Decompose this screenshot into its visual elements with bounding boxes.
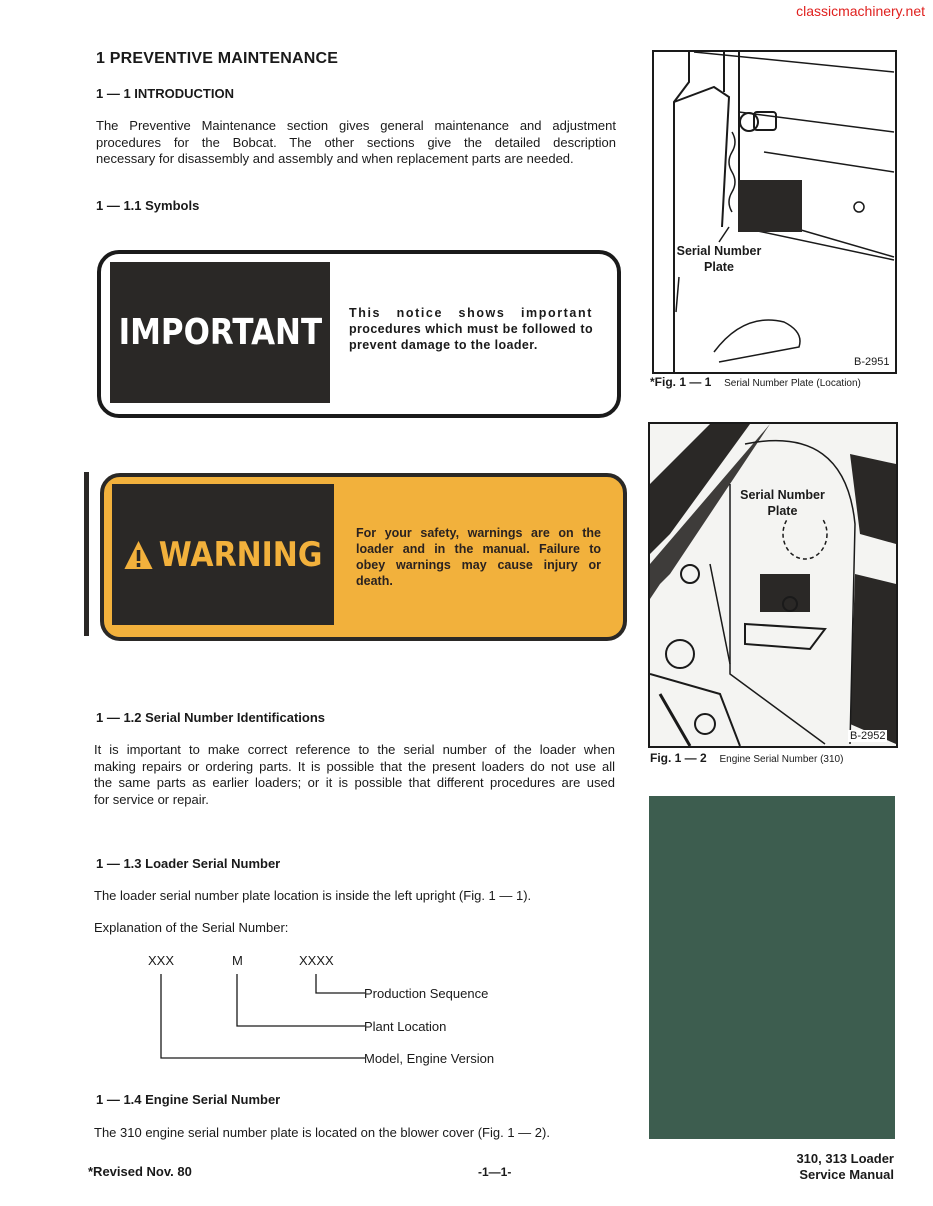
important-label: IMPORTANT	[118, 312, 322, 353]
serial-id-line: making repairs or ordering parts. It is possible that the present loaders do not use all	[94, 758, 615, 774]
manual-title	[760, 1151, 894, 1183]
figure-1-2-title: Engine Serial Number (310)	[719, 754, 844, 765]
figure-1-1-title: Serial Number Plate (Location)	[724, 378, 861, 389]
figure-1-1-id: B-2951	[854, 356, 890, 368]
figure-1-2-label-line: Plate	[767, 504, 798, 518]
warning-triangle-icon	[124, 540, 154, 570]
serial-plate-location-illustration	[654, 52, 895, 372]
intro-paragraph	[96, 118, 616, 168]
page-number: -1—1-	[478, 1165, 512, 1179]
serial-label-model: Model, Engine Version	[364, 1051, 495, 1066]
watermark: classicmachinery.net	[796, 3, 925, 19]
warning-line: death.	[356, 574, 393, 588]
important-label-panel	[110, 262, 330, 403]
serial-code-plant: M	[232, 953, 243, 968]
important-line: procedures which must be followed to	[349, 322, 593, 336]
figure-1-2-caption	[650, 751, 843, 765]
figure-1-2-label	[735, 487, 830, 519]
manual-title-line: Service Manual	[799, 1167, 894, 1182]
intro-line: necessary for disassembly and assembly and when replacement parts are needed.	[96, 151, 574, 166]
engine-blower-cover-illustration	[650, 424, 896, 746]
manual-title-line: 310, 313 Loader	[796, 1151, 894, 1166]
important-notice-text	[349, 305, 593, 353]
serial-id-paragraph	[94, 742, 615, 808]
symbols-heading: 1 — 1.1 Symbols	[96, 198, 200, 213]
figure-1-2-id: B-2952	[850, 730, 886, 742]
serial-code-model: XXX	[148, 953, 175, 968]
intro-line: procedures for the Bobcat. The other sections give the detailed description	[96, 134, 616, 150]
serial-id-line: for service or repair.	[94, 791, 209, 807]
intro-line: The Preventive Maintenance section gives general maintenance and adjustment	[96, 118, 616, 133]
serial-explanation: Explanation of the Serial Number:	[94, 920, 289, 935]
figure-1-1-number: *Fig. 1 — 1	[650, 375, 712, 389]
warning-side-bar	[84, 472, 89, 636]
intro-heading: 1 — 1 INTRODUCTION	[96, 86, 234, 101]
warning-label-panel	[112, 484, 334, 625]
engine-serial-text: The 310 engine serial number plate is located on the blower cover (Fig. 1 — 2).	[94, 1125, 550, 1140]
important-line: This notice shows important	[349, 306, 593, 320]
section-title: 1 PREVENTIVE MAINTENANCE	[96, 50, 339, 67]
warning-line: obey warnings may cause injury or	[356, 558, 601, 572]
revision-note: *Revised Nov. 80	[88, 1164, 192, 1179]
warning-line: loader and in the manual. Failure to	[356, 542, 601, 556]
warning-label-group	[124, 535, 323, 575]
figure-1-2-number: Fig. 1 — 2	[650, 751, 707, 765]
figure-1-2-label-line: Serial Number	[740, 488, 825, 502]
serial-id-line: the same parts as earlier loaders; or it is possible that different procedures are used	[94, 775, 615, 790]
blank-figure-panel	[649, 796, 895, 1139]
warning-notice-text	[356, 525, 601, 589]
engine-serial-heading: 1 — 1.4 Engine Serial Number	[96, 1092, 281, 1107]
serial-id-heading: 1 — 1.2 Serial Number Identifications	[96, 710, 326, 725]
figure-1-1-label-line: Plate	[704, 260, 734, 274]
loader-serial-heading: 1 — 1.3 Loader Serial Number	[96, 856, 281, 871]
serial-id-line: It is important to make correct reference to the serial number of the loader when	[94, 742, 615, 757]
serial-label-plant: Plant Location	[364, 1019, 447, 1034]
serial-label-production: Production Sequence	[364, 986, 489, 1001]
figure-1-1-label	[674, 243, 764, 275]
figure-1-1	[652, 50, 897, 374]
important-line: prevent damage to the loader.	[349, 338, 538, 352]
loader-serial-text: The loader serial number plate location is inside the left upright (Fig. 1 — 1).	[94, 888, 532, 903]
figure-1-1-label-line: Serial Number	[676, 244, 762, 258]
serial-code-sequence: XXXX	[299, 953, 334, 968]
warning-line: For your safety, warnings are on the	[356, 526, 601, 540]
figure-1-1-caption	[650, 375, 861, 389]
figure-1-2	[648, 422, 898, 748]
warning-label: WARNING	[158, 534, 323, 575]
serial-breakdown-lines	[150, 968, 370, 1063]
